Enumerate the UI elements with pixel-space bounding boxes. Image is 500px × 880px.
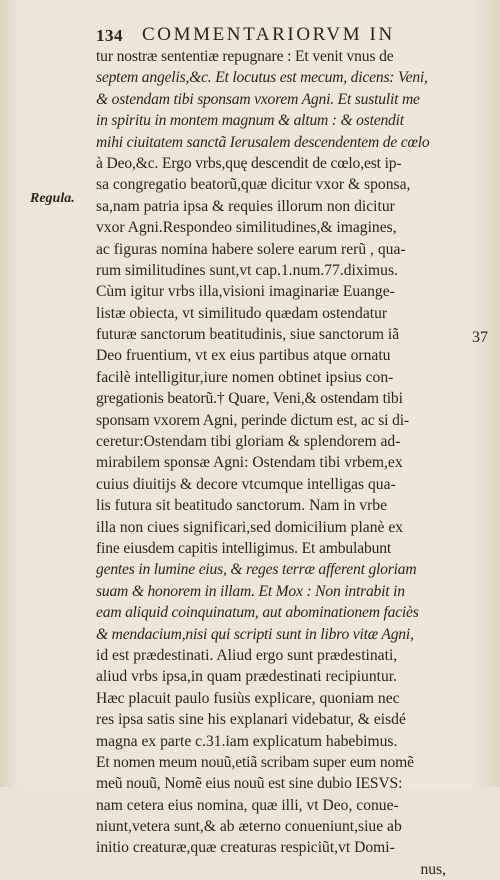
text-line: nus,: [420, 860, 446, 878]
text-line: mirabilem sponsæ Agni: Ostendam tibi vrbem,ex: [96, 454, 403, 472]
text-line: aliud vrbs ipsa,in quam prædestinati recipiuntur.: [96, 668, 397, 686]
text-line: & mendacium,nisi qui scripti sunt in libro vitæ Agni,: [96, 625, 414, 643]
text-line: Cùm igitur vrbs illa,visioni imaginariæ Euange-: [96, 283, 395, 301]
text-line: Deo fruentium, vt ex eius partibus atque ornatu: [96, 347, 391, 365]
running-head: COMMENTARIORVM IN: [142, 24, 395, 45]
text-line: rum similitudines sunt,vt cap.1.num.77.diximus.: [96, 261, 398, 279]
text-line: meũ nouũ, Nomẽ eius nouũ est sine dubio IESVS:: [96, 775, 403, 793]
text-line: id est prædestinati. Aliud ergo sunt prædestinati,: [96, 646, 398, 664]
text-line: magna ex parte c.31.iam explicatum habebimus.: [96, 732, 398, 750]
text-line: initio creaturæ,quæ creaturas respiciũt,vt Domi-: [96, 839, 395, 857]
text-line: fine eiusdem capitis intelligimus. Et ambulabunt: [96, 539, 392, 557]
text-line: mihi ciuitatem sanctã Ierusalem descendentem de cœlo: [96, 133, 430, 151]
text-line: suam & honorem in illam. Et Mox : Non intrabit in: [96, 582, 405, 600]
text-line: facilè intelligitur,iure nomen obtinet ipsius con-: [96, 368, 394, 386]
text-line: res ipsa satis sine his explanari videbatur, & eisdé: [96, 711, 406, 729]
text-line: ceretur:Ostendam tibi gloriam & splendorem ad-: [96, 433, 401, 451]
text-line: eam aliquid coinquinatum, aut abominationem faciès: [96, 604, 419, 622]
text-line: gregationis beatorũ.† Quare, Veni,& ostendam tibi: [96, 390, 403, 408]
text-line: Et nomen meum nouũ,etiã scribam super eum nomẽ: [96, 753, 414, 771]
text-line: illa non ciues significari,sed domicilium planè ex: [96, 518, 404, 536]
text-line: lis futura sit beatitudo sanctorum. Nam in vrbe: [96, 497, 388, 515]
text-line: vxor Agni.Respondeo similitudines,& imagines,: [96, 219, 397, 237]
text-line: sa congregatio beatorũ,quæ dicitur vxor & sponsa,: [96, 176, 411, 194]
marginal-number: 37: [472, 329, 488, 346]
text-line: sa,nam patria ipsa & requies illorum non dicitur: [96, 197, 395, 215]
body-text: [96, 46, 468, 880]
text-line: sponsam vxorem Agni, perinde dictum est, ac si di-: [96, 411, 409, 429]
text-line: nam cetera eius nomina, quæ illi, vt Deo, conue-: [96, 796, 399, 814]
text-line: à Deo,&c. Ergo vrbs,quę descendit de cœlo,est ip-: [96, 154, 402, 172]
page-number: 134: [96, 26, 123, 45]
marginal-note: Regula.: [30, 191, 75, 206]
text-line: tur nostræ sententiæ repugnare : Et venit vnus de: [96, 48, 394, 65]
text-line: niunt,vetera sunt,& ab æterno conueniunt,siue ab: [96, 818, 402, 836]
text-line: & ostendam tibi sponsam vxorem Agni. Et sustulit me: [96, 90, 420, 108]
text-line: ac figuras nomina habere solere earum rerũ , qua-: [96, 240, 406, 258]
text-line: in spiritu in montem magnum & altum : & ostendit: [96, 112, 404, 130]
text-line: septem angelis,&c. Et locutus est mecum, dicens: Veni,: [96, 69, 428, 87]
text-line: futuræ sanctorum beatitudinis, siue sanctorum iã: [96, 326, 400, 344]
text-line: gentes in lumine eius, & reges terræ afferent gloriam: [96, 561, 417, 579]
page-header: [96, 22, 468, 48]
text-line: cuius diuitijs & decore vtcumque intelligas qua-: [96, 475, 396, 493]
text-line: listæ obiecta, vt similitudo quædam ostendatur: [96, 304, 388, 322]
text-line: Hæc placuit paulo fusiùs explicare, quoniam nec: [96, 689, 400, 707]
